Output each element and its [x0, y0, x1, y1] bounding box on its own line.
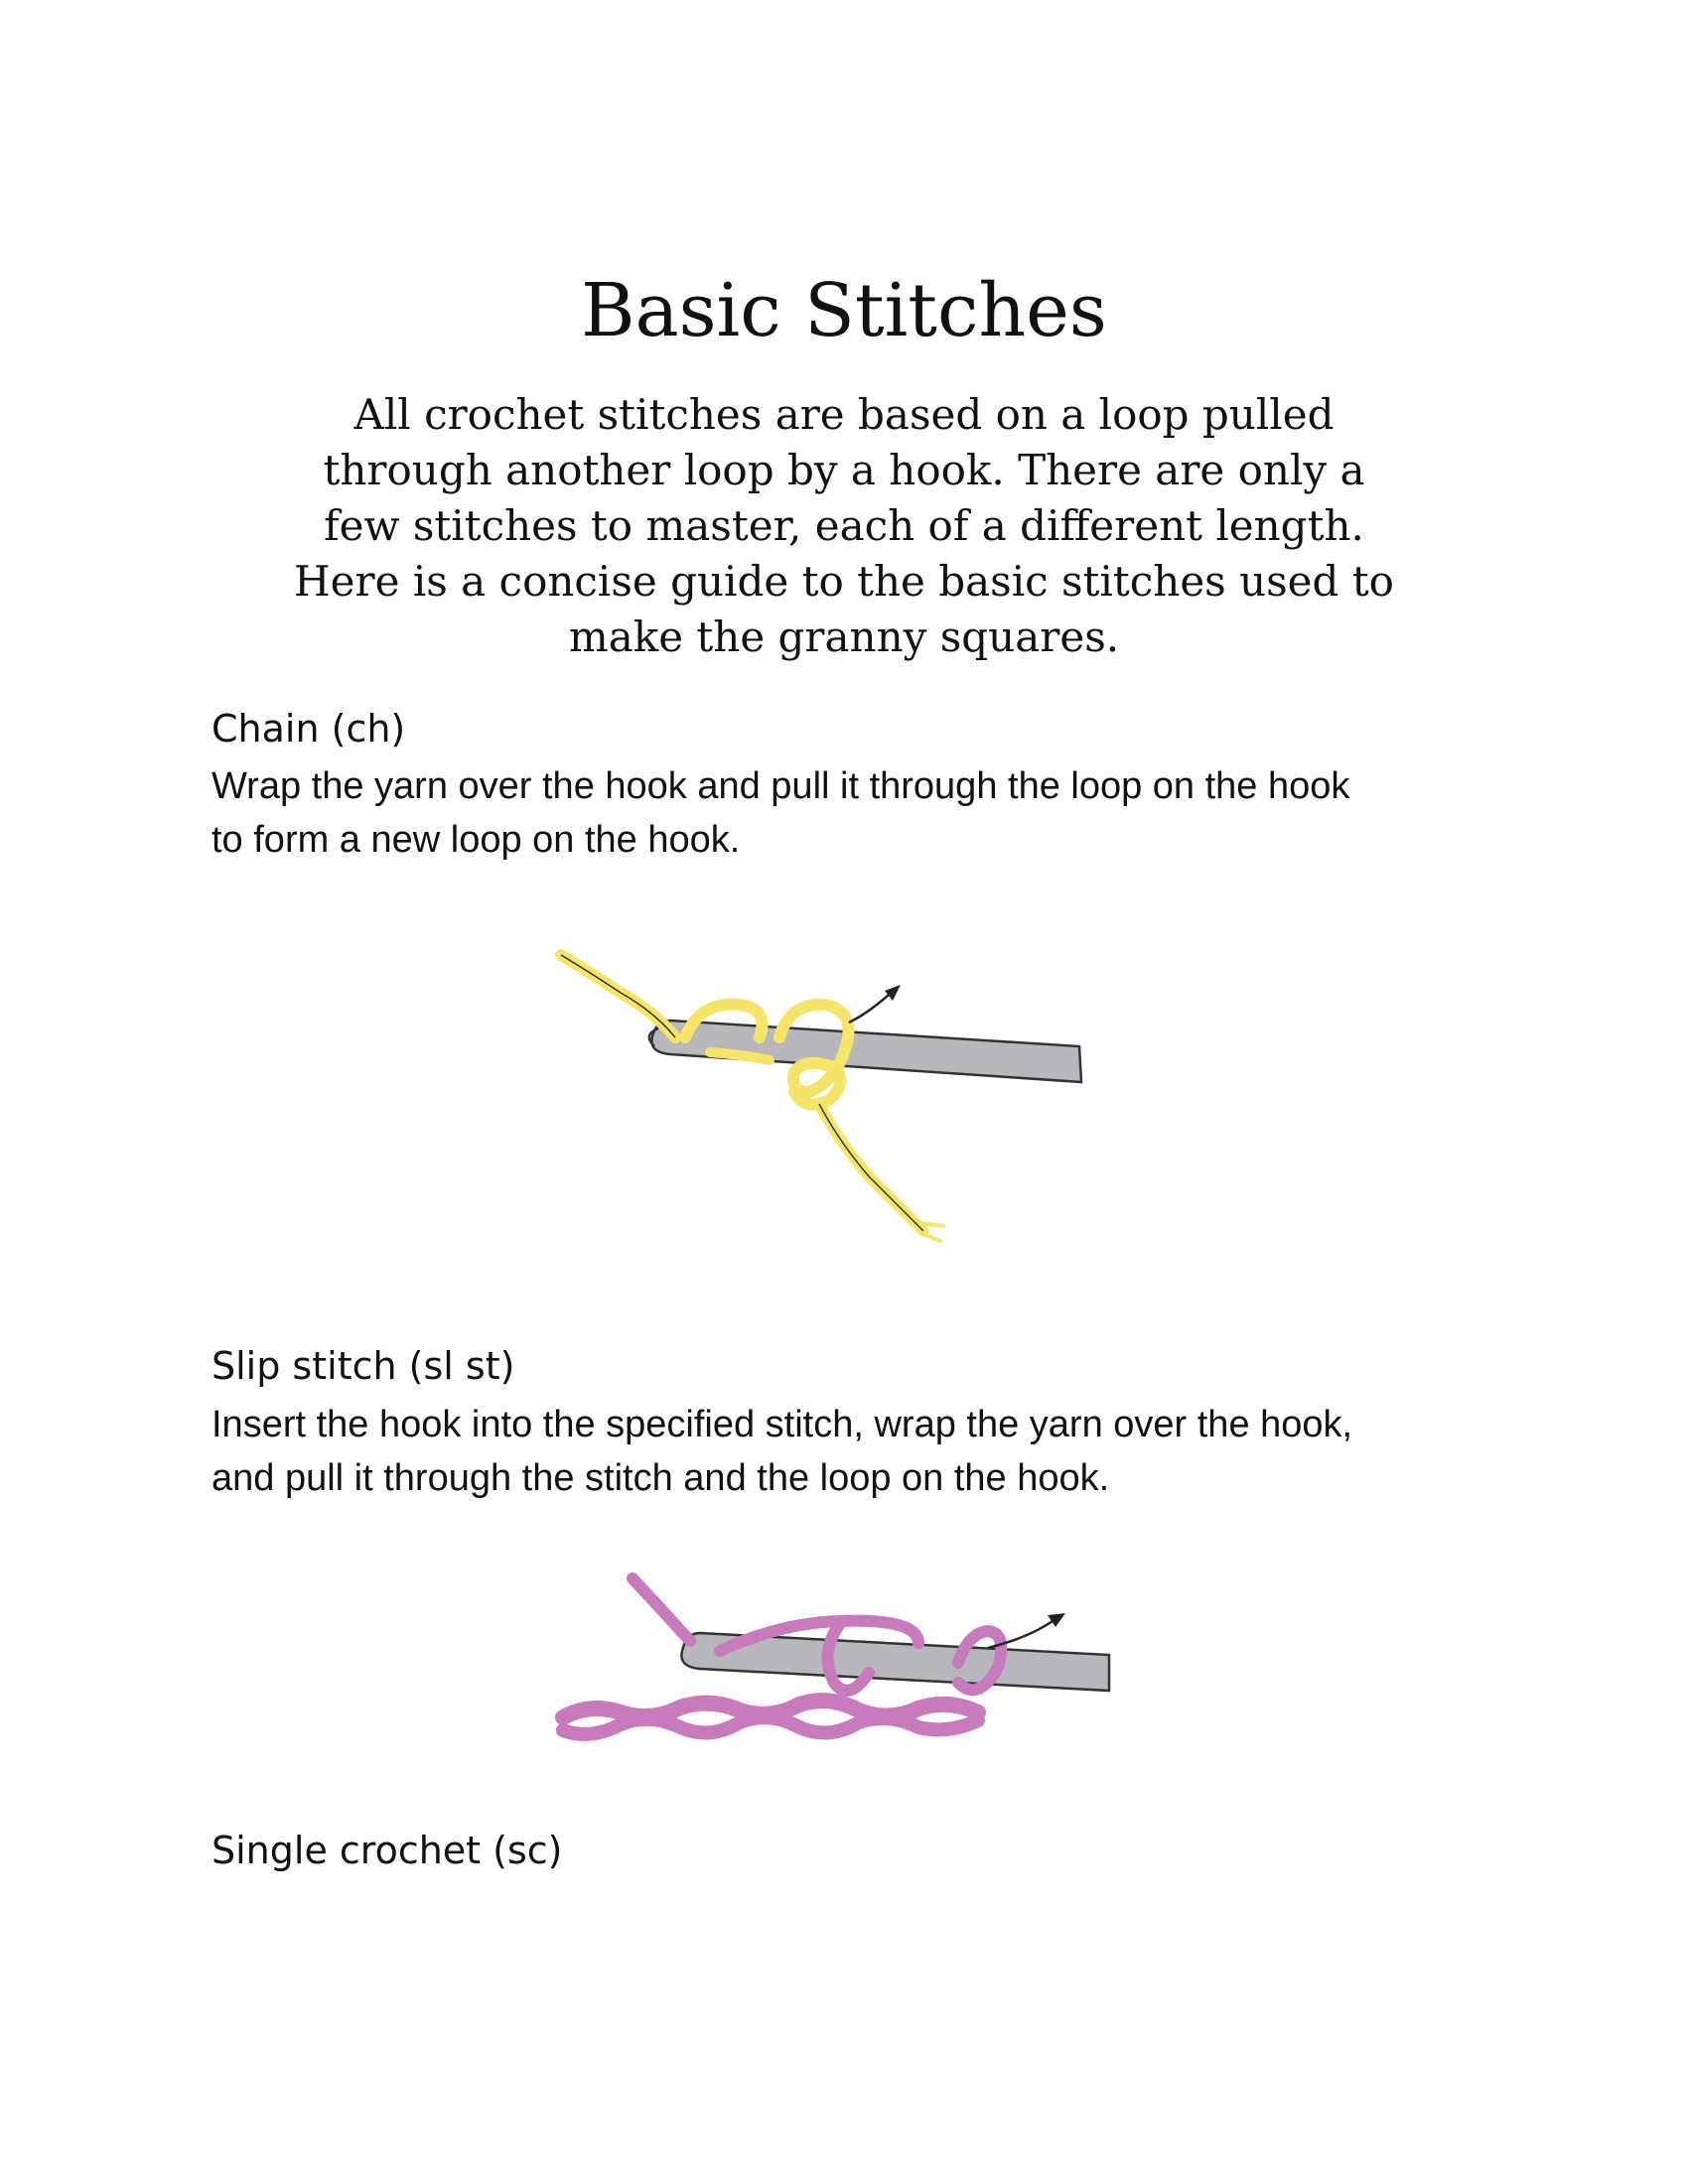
intro-line: make the granny squares. — [568, 613, 1120, 661]
intro-paragraph — [248, 387, 1440, 665]
intro-line: Here is a concise guide to the basic stitches used to — [294, 557, 1394, 606]
slip-stitch-illustration — [551, 1564, 1127, 1762]
single-crochet-heading: Single crochet (sc) — [211, 1829, 563, 1872]
slip-stitch-heading: Slip stitch (sl st) — [211, 1344, 515, 1388]
direction-arrow-icon — [849, 985, 901, 1023]
intro-line: few stitches to master, each of a different length. — [324, 501, 1364, 550]
slip-stitch-description-line: Insert the hook into the specified stitch, wrap the yarn over the hook, — [211, 1404, 1353, 1445]
slip-stitch-description-line: and pull it through the stitch and the loop on the hook. — [211, 1457, 1110, 1499]
chain-stitch-illustration — [551, 943, 1107, 1251]
chain-description-line: to form a new loop on the hook. — [211, 819, 741, 861]
intro-line: All crochet stitches are based on a loop pulled — [353, 390, 1335, 439]
chain-description-line: Wrap the yarn over the hook and pull it through the loop on the hook — [211, 765, 1350, 807]
page-title: Basic Stitches — [581, 268, 1107, 353]
chain-description — [211, 759, 1502, 867]
chain-heading: Chain (ch) — [211, 707, 406, 751]
slip-stitch-description — [211, 1398, 1502, 1505]
intro-line: through another loop by a hook. There are only a — [323, 446, 1365, 494]
